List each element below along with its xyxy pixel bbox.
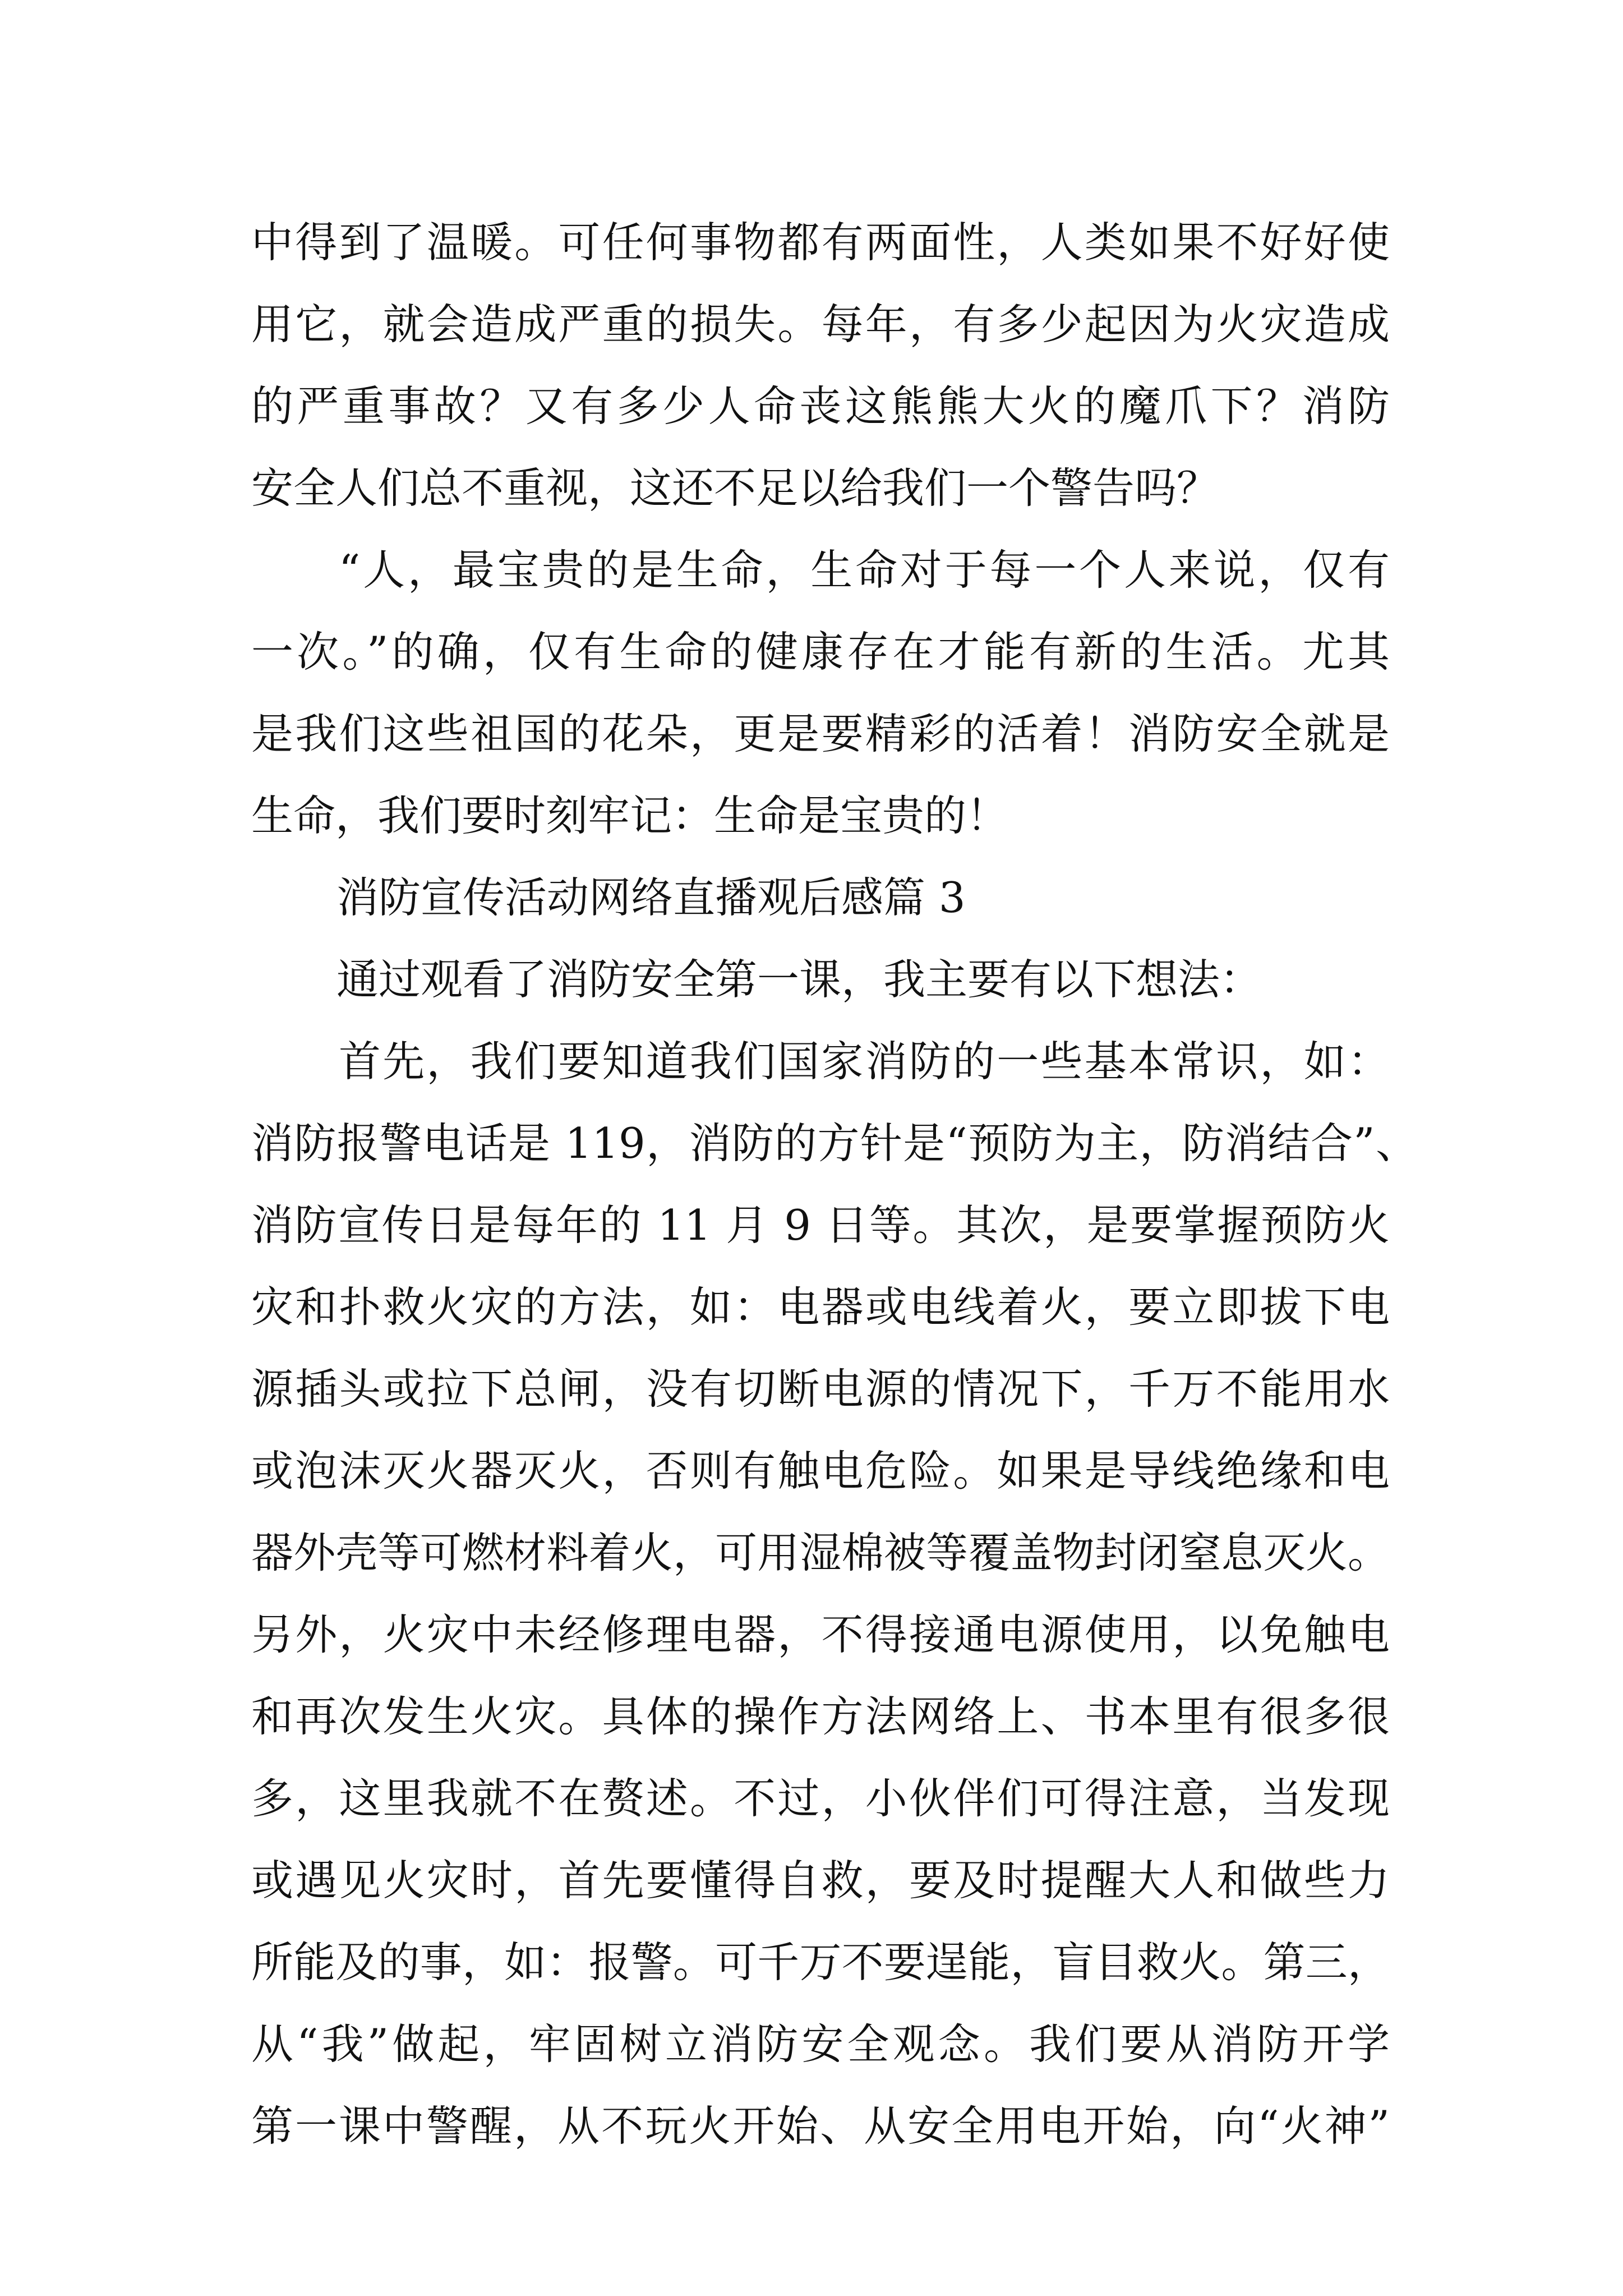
paragraph-line: 消防宣传日是每年的 11 月 9 日等。其次，是要掌握预防火 — [251, 1200, 1390, 1250]
paragraph-line: 第一课中警醒，从不玩火开始、从安全用电开始，向“火神” — [251, 2101, 1390, 2151]
paragraph-line: 是我们这些祖国的花朵，更是要精彩的活着！消防安全就是 — [251, 709, 1390, 758]
paragraph-line: 源插头或拉下总闸，没有切断电源的情况下，千万不能用水 — [251, 1364, 1390, 1414]
paragraph-line: 或遇见火灾时，首先要懂得自救，要及时提醒大人和做些力 — [251, 1856, 1390, 1905]
paragraph-line: 或泡沫灭火器灭火，否则有触电危险。如果是导线绝缘和电 — [251, 1446, 1390, 1496]
paragraph-line: 安全人们总不重视，这还不足以给我们一个警告吗？ — [251, 463, 1219, 513]
paragraph-line: 的严重事故？又有多少人命丧这熊熊大火的魔爪下？消防 — [251, 381, 1390, 431]
paragraph-line: 和再次发生火灾。具体的操作方法网络上、书本里有很多很 — [251, 1692, 1390, 1741]
paragraph-line: 所能及的事，如：报警。可千万不要逞能，盲目救火。第三， — [251, 1938, 1390, 1987]
paragraph-line: 器外壳等可燃材料着火，可用湿棉被等覆盖物封闭窒息灭火。 — [251, 1528, 1390, 1577]
paragraph-line: 一次。”的确，仅有生命的健康存在才能有新的生活。尤其 — [251, 627, 1390, 677]
paragraph-line: 通过观看了消防安全第一课，我主要有以下想法： — [336, 955, 1262, 1004]
paragraph-line: 中得到了温暖。可任何事物都有两面性，人类如果不好好使 — [251, 218, 1390, 267]
paragraph-line: 用它，就会造成严重的损失。每年，有多少起因为火灾造成 — [251, 300, 1390, 349]
paragraph-line: 灾和扑救火灾的方法，如：电器或电线着火，要立即拔下电 — [251, 1282, 1390, 1332]
paragraph-line: 首先，我们要知道我们国家消防的一些基本常识，如： — [339, 1037, 1390, 1086]
paragraph-line: “人，最宝贵的是生命，生命对于每一个人来说，仅有 — [339, 545, 1390, 595]
paragraph-line: 从“我”做起，牢固树立消防安全观念。我们要从消防开学 — [251, 2019, 1390, 2069]
paragraph-line: 消防报警电话是 119，消防的方针是“预防为主，防消结合”、 — [251, 1119, 1418, 1168]
section-heading: 消防宣传活动网络直播观后感篇 3 — [336, 873, 966, 922]
paragraph-line: 生命，我们要时刻牢记：生命是宝贵的！ — [251, 791, 1009, 840]
paragraph-line: 多，这里我就不在赘述。不过，小伙伴们可得注意，当发现 — [251, 1774, 1390, 1823]
paragraph-line: 另外，火灾中未经修理电器，不得接通电源使用，以免触电 — [251, 1610, 1390, 1659]
